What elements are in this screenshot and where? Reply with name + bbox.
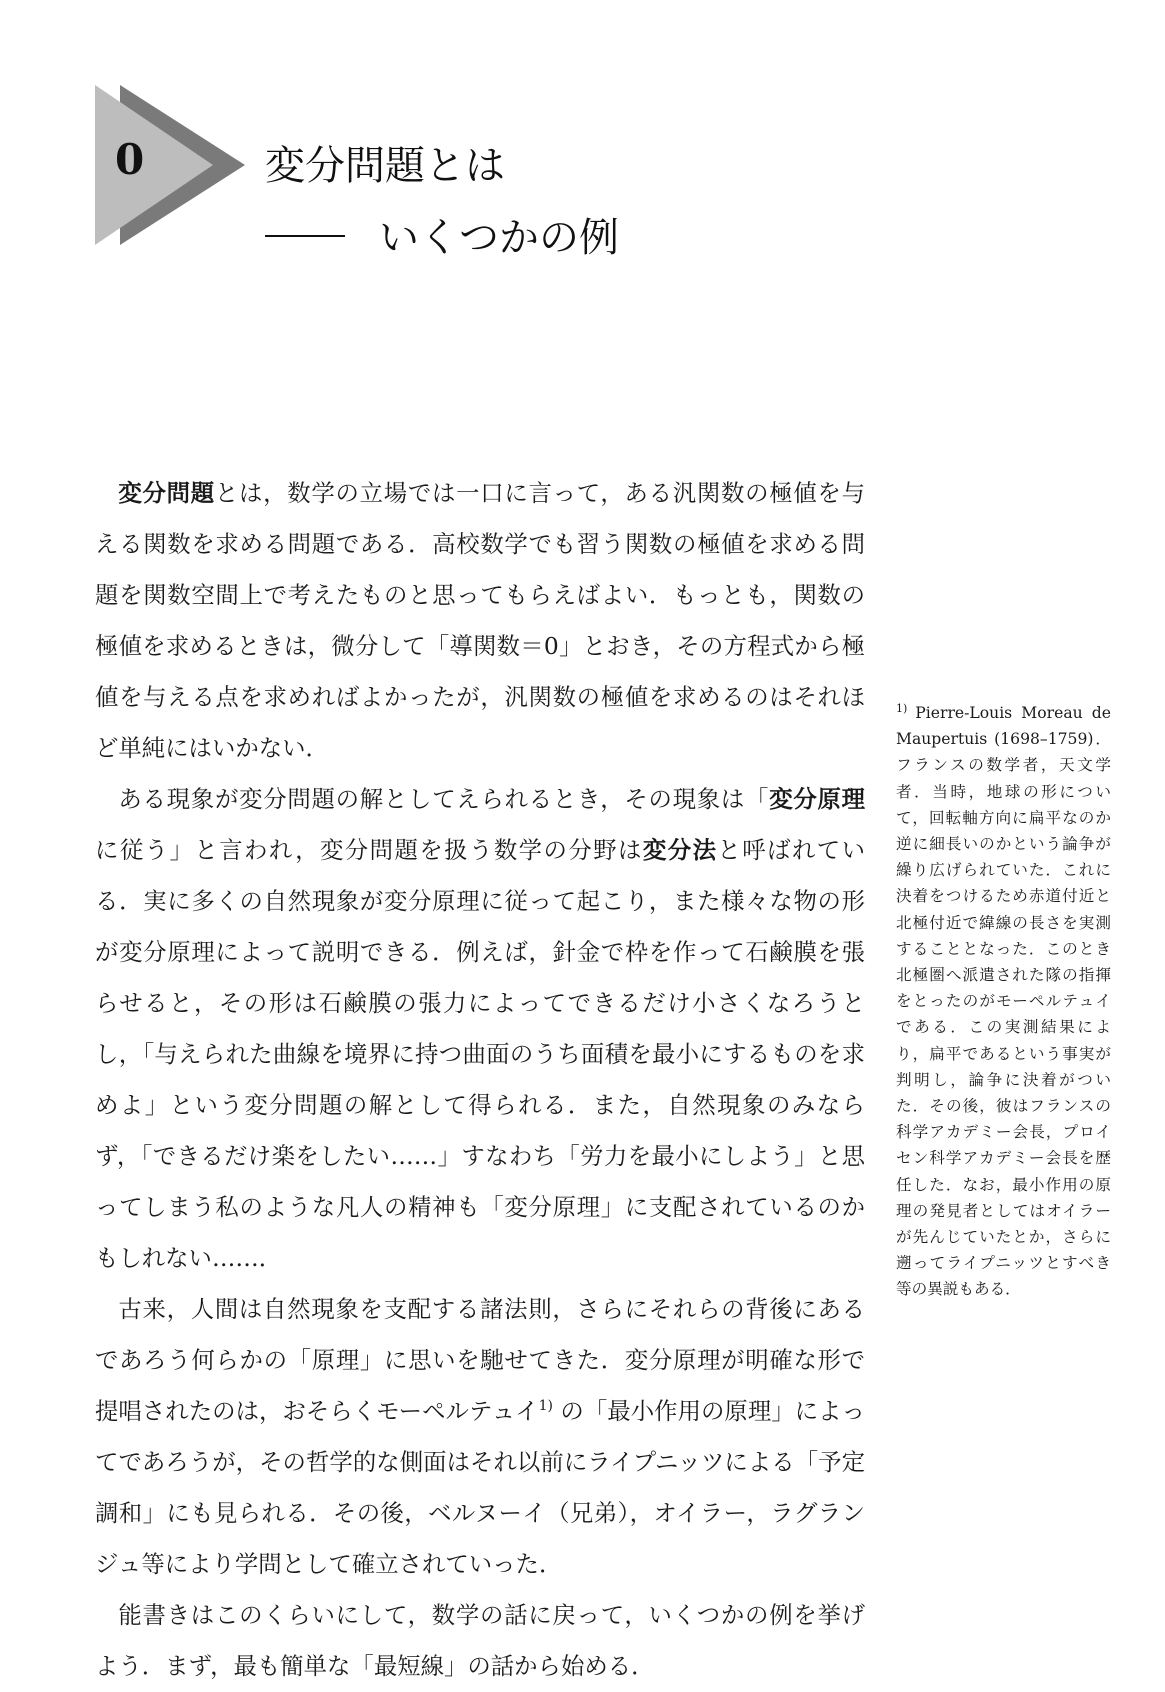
sidenote [896,700,1111,1303]
term-calculus-of-variations: 変分法 [642,836,718,864]
paragraph-1-text: とは，数学の立場では一口に言って，ある汎関数の極値を与える関数を求める問題である．高校数学でも習う関数の極値を求める問題を関数空間上で考えたものと思ってもらえばよい．もっとも，関数の極値を求めるときは，微分して「導関数＝0」とおき，その方程式から極値を与える点を求めればよかったが，汎関数の極値を求めるのはそれほど単純にはいかない． [95,479,866,762]
sidenote-text: Pierre-Louis Moreau de Maupertuis (1698–1759)．フランスの数学者，天文学者．当時，地球の形について，回転軸方向に扁平なのか逆に細長いのかという論争が繰り広げられていた．これに決着をつけるため赤道付近と北極付近で緯線の長さを実測することとなった．このとき北極圏へ派遣された隊の指揮をとったのがモーペルテュイである．この実測結果により，扁平であるという事実が判明し，論争に決着がついた．その後，彼はフランスの科学アカデミー会長，プロイセン科学アカデミー会長を歴任した．なお，最小作用の原理の発見者としてはオイラーが先んじていたとか，さらに遡ってライプニッツとすべき等の異説もある． [896,704,1111,1299]
title-line-2-wrap [265,202,619,274]
paragraph-2-text-a: ある現象が変分問題の解としてえられるとき，その現象は「 [118,785,770,813]
title-dash [265,235,345,237]
paragraph-3-text-a: 古来，人間は自然現象を支配する諸法則，さらにそれらの背後にあるであろう何らかの「原理」に思いを馳せてきた．変分原理が明確な形で提唱されたのは，おそらくモーペルテュイ [95,1295,865,1425]
chapter-title [265,130,619,274]
title-line-2: いくつかの例 [379,215,619,261]
sidenote-mark: 1) [896,701,908,715]
paragraph-2 [95,774,865,1284]
term-variational-problem: 変分問題 [118,479,215,507]
term-variational-principle: 変分原理 [769,785,866,813]
paragraph-3 [95,1284,865,1590]
footnote-reference: 1) [538,1398,553,1415]
paragraph-2-text-b: に従う」と言われ，変分問題を扱う数学の分野は [95,836,643,864]
paragraph-3-text-b: の「最小作用の原理」によってであろうが，その哲学的な側面はそれ以前にライプニッツによる「予定調和」にも見られる．その後，ベルヌーイ（兄弟），オイラー，ラグランジュ等により学問として確立されていった． [95,1397,865,1578]
title-line-1: 変分問題とは [265,143,505,189]
paragraph-2-text-c: と呼ばれている．実に多くの自然現象が変分原理に従って起こり，また様々な物の形が変分原理によって説明できる．例えば，針金で枠を作って石鹸膜を張らせると，その形は石鹸膜の張力によってできるだけ小さくなろうとし，「与えられた曲線を境界に持つ曲面のうち面積を最小にするものを求めよ」という変分問題の解として得られる．また，自然現象のみならず，「できるだけ楽をしたい……」すなわち「労力を最小にしよう」と思ってしまう私のような凡人の精神も「変分原理」に支配されているのかもしれない……． [95,836,866,1272]
chapter-number: 0 [115,135,145,184]
paragraph-1 [95,468,865,774]
paragraph-4: 能書きはこのくらいにして，数学の話に戻って，いくつかの例を挙げよう．まず，最も簡単な「最短線」の話から始める． [95,1601,865,1680]
body-text [95,468,865,1692]
